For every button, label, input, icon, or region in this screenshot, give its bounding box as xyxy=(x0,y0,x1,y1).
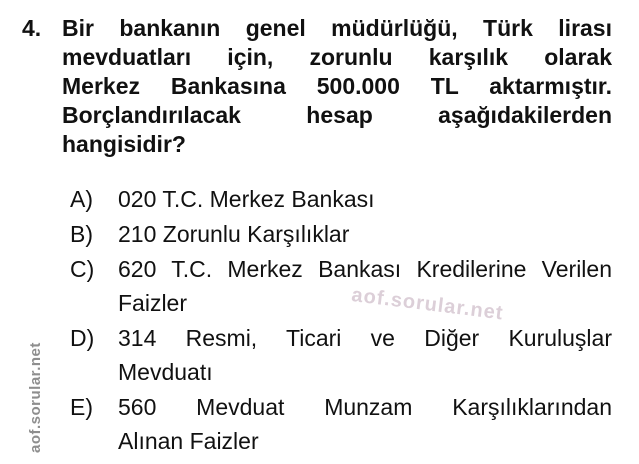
option-b-letter: B) xyxy=(70,221,93,247)
option-c-text xyxy=(118,252,612,320)
option-e-letter: E) xyxy=(70,394,93,420)
option-d xyxy=(70,321,612,389)
question-line: Merkez Bankasına 500.000 TL aktarmıştır. xyxy=(62,73,612,99)
option-line: Alınan Faizler xyxy=(118,428,259,454)
option-a-text xyxy=(118,182,612,216)
options-list xyxy=(70,182,612,459)
option-line: 560 Mevduat Munzam Karşılıklarından xyxy=(118,394,612,420)
option-d-letter: D) xyxy=(70,325,95,351)
watermark-center: aof.sorular.net xyxy=(350,284,505,325)
option-line: Mevduatı xyxy=(118,359,213,385)
watermark-left-vertical: aof.sorular.net xyxy=(27,342,44,453)
option-b xyxy=(70,217,612,251)
option-a-letter: A) xyxy=(70,186,93,212)
option-b-text xyxy=(118,217,612,251)
option-e-text xyxy=(118,390,612,458)
question-text xyxy=(62,14,612,159)
option-c-letter: C) xyxy=(70,256,95,282)
option-line: Faizler xyxy=(118,290,188,316)
option-d-text xyxy=(118,321,612,389)
question-line: Bir bankanın genel müdürlüğü, Türk lirası xyxy=(62,15,612,41)
option-e xyxy=(70,390,612,458)
option-line: 020 T.C. Merkez Bankası xyxy=(118,186,375,212)
question-line: mevduatları için, zorunlu karşılık olarak xyxy=(62,44,612,70)
option-a xyxy=(70,182,612,216)
option-c xyxy=(70,252,612,320)
question-line: hangisidir? xyxy=(62,131,186,157)
option-line: 314 Resmi, Ticari ve Diğer Kuruluşlar xyxy=(118,325,612,351)
question-number: 4. xyxy=(22,15,42,41)
option-line: 210 Zorunlu Karşılıklar xyxy=(118,221,350,247)
option-line: 620 T.C. Merkez Bankası Kredilerine Verilen xyxy=(118,256,612,282)
question-line: Borçlandırılacak hesap aşağıdakilerden xyxy=(62,102,612,128)
